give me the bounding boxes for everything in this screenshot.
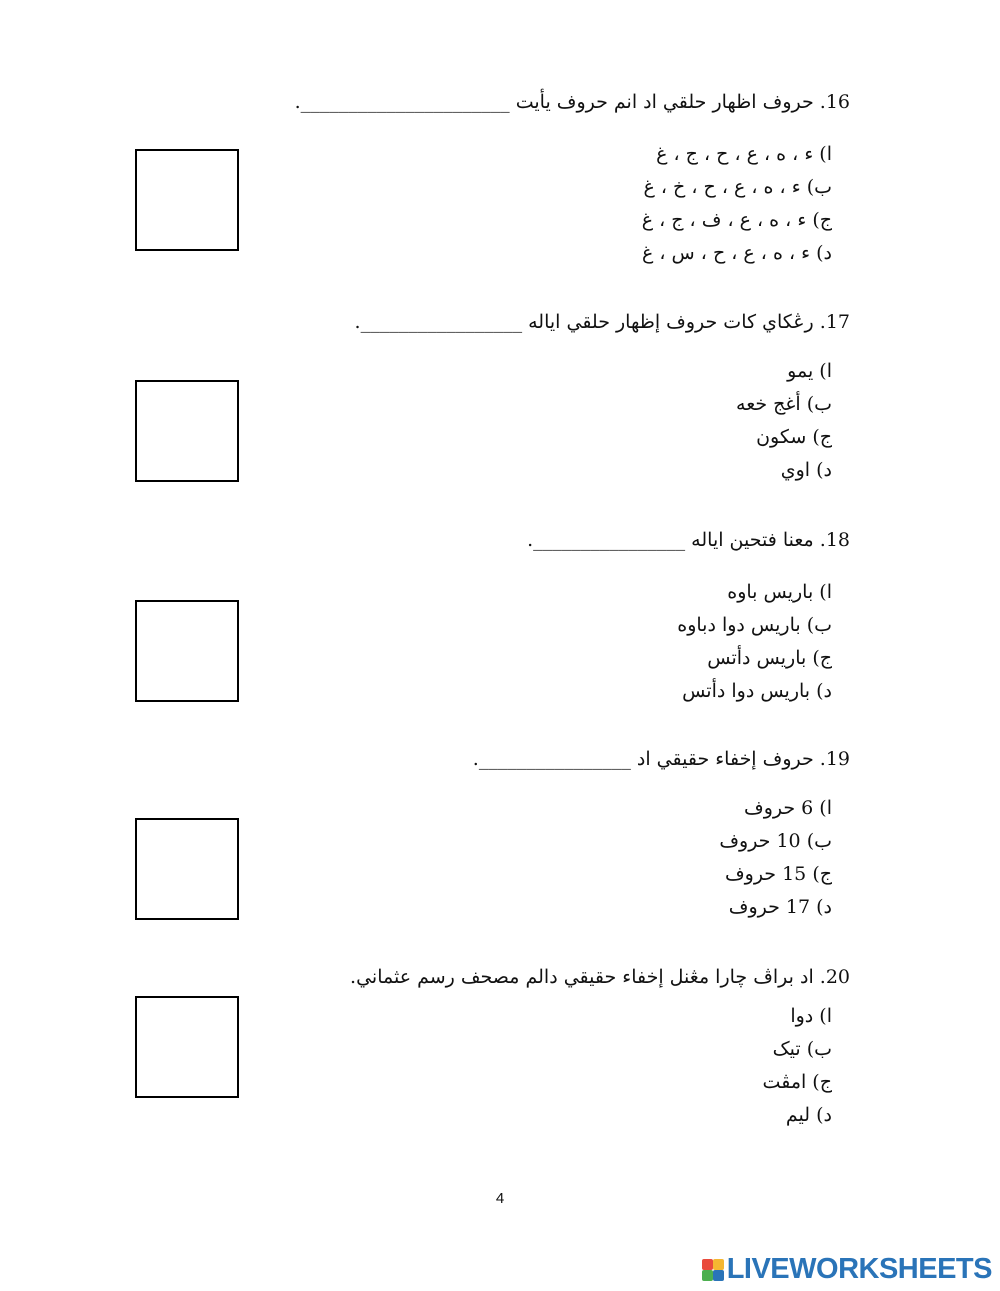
option-c: ج) 15 حروف bbox=[724, 863, 832, 885]
option-d: د) اوي bbox=[780, 459, 832, 481]
option-a: ا) ء ، ه ، ع ، ح ، ج ، غ bbox=[656, 143, 832, 165]
answer-box-20[interactable] bbox=[135, 996, 239, 1098]
option-a: ا) دوا bbox=[790, 1005, 832, 1027]
liveworksheets-logo-icon bbox=[702, 1259, 724, 1281]
question-17-text: 17. رڠكاي كات حروف إظهار حلقي اياله _________________. bbox=[354, 311, 850, 333]
liveworksheets-brand[interactable] bbox=[702, 1255, 992, 1284]
option-a: ا) باريس باوه bbox=[727, 581, 832, 603]
option-b: ب) 10 حروف bbox=[719, 830, 832, 852]
question-19-options bbox=[719, 792, 832, 924]
option-b: ب) تيک bbox=[772, 1038, 832, 1060]
option-b: ب) باريس دوا دباوه bbox=[677, 614, 832, 636]
option-c: ج) سكون bbox=[756, 426, 832, 448]
option-d: د) ء ، ه ، ع ، ح ، س ، غ bbox=[642, 242, 832, 264]
question-20-options bbox=[763, 1000, 832, 1132]
question-19-text: 19. حروف إخفاء حقيقي اد ________________. bbox=[472, 748, 850, 770]
question-16-options bbox=[642, 138, 832, 270]
option-d: د) باريس دوا دأتس bbox=[682, 680, 832, 702]
question-18-options bbox=[677, 576, 832, 708]
page-number: 4 bbox=[495, 1190, 505, 1207]
option-c: ج) باريس دأتس bbox=[707, 647, 832, 669]
option-c: ج) ء ، ه ، ع ، ف ، ج ، غ bbox=[641, 209, 832, 231]
answer-box-18[interactable] bbox=[135, 600, 239, 702]
question-20-text: 20. اد براڤ چارا مڠنل إخفاء حقيقي دالم مصحف رسم عثماني. bbox=[350, 966, 850, 988]
brand-name: LIVEWORKSHEETS bbox=[726, 1253, 992, 1285]
option-a: ا) يمو bbox=[787, 360, 832, 382]
option-a: ا) 6 حروف bbox=[744, 797, 832, 819]
answer-box-16[interactable] bbox=[135, 149, 239, 251]
option-d: د) ليم bbox=[785, 1104, 832, 1126]
answer-box-19[interactable] bbox=[135, 818, 239, 920]
option-b: ب) ء ، ه ، ع ، ح ، خ ، غ bbox=[643, 176, 832, 198]
question-17-options bbox=[736, 355, 832, 487]
answer-box-17[interactable] bbox=[135, 380, 239, 482]
option-c: ج) امڤت bbox=[762, 1071, 832, 1093]
option-d: د) 17 حروف bbox=[728, 896, 832, 918]
option-b: ب) أغج خعه bbox=[736, 393, 832, 415]
question-18-text: 18. معنا فتحين اياله ________________. bbox=[527, 529, 850, 551]
question-16-text: 16. حروف اظهار حلقي اد انم حروف يأيت ______________________. bbox=[294, 91, 850, 113]
